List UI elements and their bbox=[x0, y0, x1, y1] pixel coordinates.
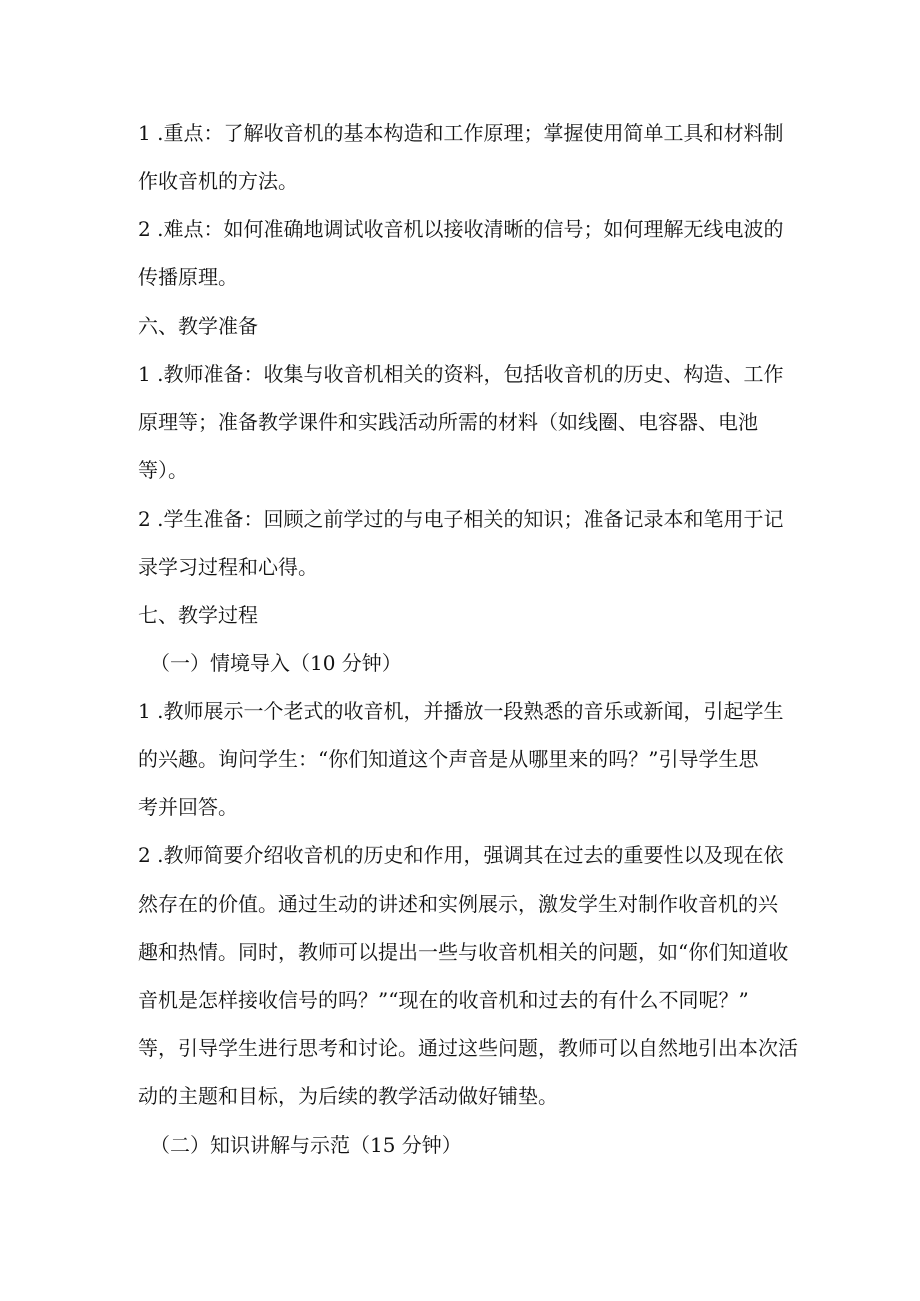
text-line: 作收音机的方法。 bbox=[138, 169, 298, 193]
subsection-heading: （二）知识讲解与示范（15 分钟） bbox=[150, 1133, 462, 1157]
text-line: 2 .学生准备：回顾之前学过的与电子相关的知识；准备记录本和笔用于记 bbox=[138, 507, 784, 531]
section-heading: 七、教学过程 bbox=[138, 603, 258, 627]
text-line: 等）。 bbox=[138, 458, 188, 482]
text-line: 等，引导学生进行思考和讨论。通过这些问题，教师可以自然地引出本次活 bbox=[138, 1036, 798, 1060]
text-line: 1 .教师展示一个老式的收音机，并播放一段熟悉的音乐或新闻，引起学生 bbox=[138, 699, 784, 723]
subsection-heading: （一）情境导入（10 分钟） bbox=[150, 651, 402, 675]
text-line: 2 .难点：如何准确地调试收音机以接收清晰的信号；如何理解无线电波的 bbox=[138, 217, 784, 241]
text-line: 动的主题和目标，为后续的教学活动做好铺垫。 bbox=[138, 1084, 558, 1108]
text-line: 录学习过程和心得。 bbox=[138, 555, 318, 579]
section-heading: 六、教学准备 bbox=[138, 314, 258, 338]
text-line: 2 .教师简要介绍收音机的历史和作用，强调其在过去的重要性以及现在依 bbox=[138, 843, 784, 867]
text-line: 1 .重点：了解收音机的基本构造和工作原理；掌握使用简单工具和材料制 bbox=[138, 121, 784, 145]
text-line: 音机是怎样接收信号的吗？”“现在的收音机和过去的有什么不同呢？” bbox=[138, 988, 749, 1012]
text-line: 考并回答。 bbox=[138, 795, 238, 819]
text-line: 趣和热情。同时，教师可以提出一些与收音机相关的问题，如“你们知道收 bbox=[138, 940, 789, 964]
text-line: 的兴趣。询问学生：“你们知道这个声音是从哪里来的吗？”引导学生思 bbox=[138, 747, 759, 771]
text-line: 传播原理。 bbox=[138, 265, 238, 289]
text-line: 然存在的价值。通过生动的讲述和实例展示，激发学生对制作收音机的兴 bbox=[138, 892, 778, 916]
text-line: 1 .教师准备：收集与收音机相关的资料，包括收音机的历史、构造、工作 bbox=[138, 362, 784, 386]
text-line: 原理等；准备教学课件和实践活动所需的材料（如线圈、电容器、电池 bbox=[138, 410, 758, 434]
